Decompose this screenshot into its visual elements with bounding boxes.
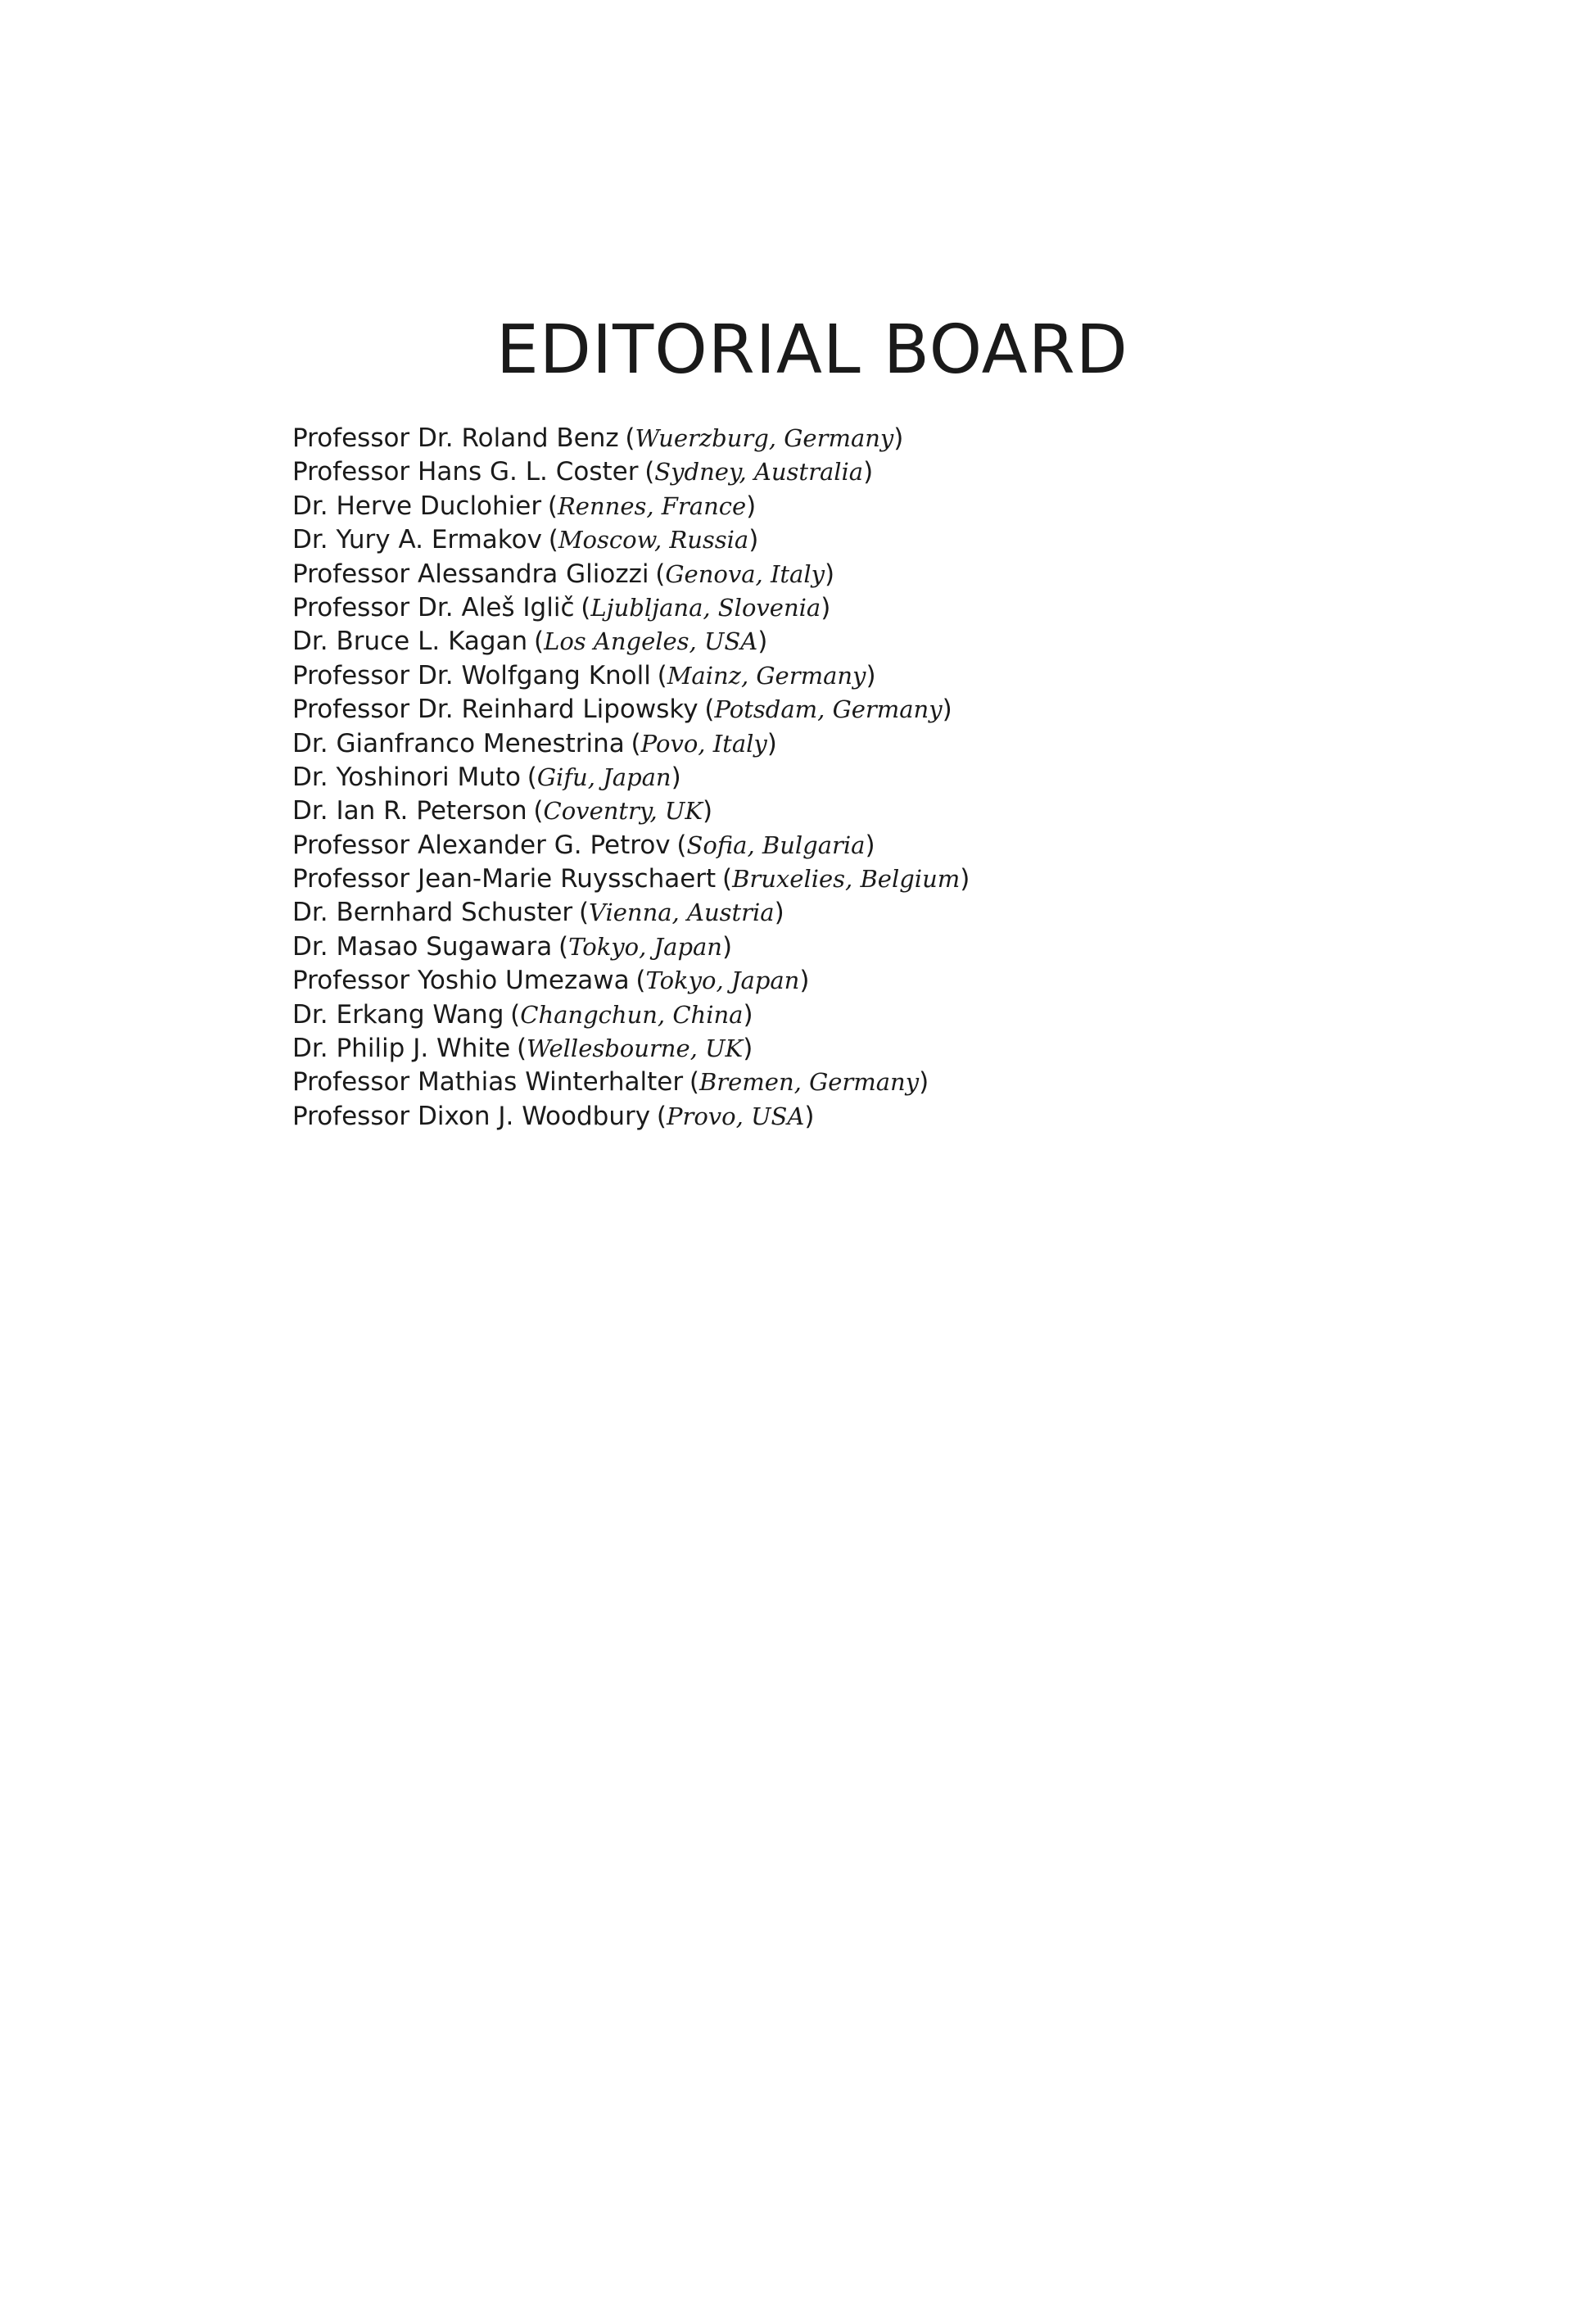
member-location: Moscow, Russia [558, 526, 749, 554]
board-member: Professor Mathias Winterhalter (Bremen, Germany) [292, 1067, 929, 1098]
board-member: Dr. Ian R. Peterson (Coventry, UK) [292, 796, 713, 826]
member-location: Coventry, UK [543, 797, 703, 826]
member-location: Mainz, Germany [667, 661, 866, 690]
member-location: Los Angeles, USA [544, 627, 758, 656]
board-member: Dr. Yury A. Ermakov (Moscow, Russia) [292, 525, 759, 555]
member-name: Professor Alexander G. Petrov [292, 830, 671, 860]
member-name: Professor Dr. Aleš Iglič [292, 592, 575, 622]
member-location: Bruxelies, Belgium [732, 865, 961, 894]
member-name: Dr. Herve Duclohier [292, 491, 542, 521]
member-name: Dr. Yury A. Ermakov [292, 525, 542, 555]
member-name: Professor Yoshio Umezawa [292, 966, 630, 996]
board-member: Professor Hans G. L. Coster (Sydney, Australia) [292, 457, 874, 487]
member-name: Dr. Philip J. White [292, 1034, 511, 1064]
board-member: Dr. Gianfranco Menestrina (Povo, Italy) [292, 728, 777, 758]
board-member: Dr. Yoshinori Muto (Gifu, Japan) [292, 762, 681, 792]
member-name: Professor Mathias Winterhalter [292, 1067, 684, 1098]
board-member: Dr. Bernhard Schuster (Vienna, Austria) [292, 898, 784, 928]
board-member: Dr. Philip J. White (Wellesbourne, UK) [292, 1034, 753, 1064]
board-member: Professor Dr. Roland Benz (Wuerzburg, Germany) [292, 423, 904, 453]
board-member: Dr. Erkang Wang (Changchun, China) [292, 999, 753, 1030]
member-location: Potsdam, Germany [714, 695, 943, 724]
member-name: Professor Jean-Marie Ruysschaert [292, 864, 717, 894]
member-location: Bremen, Germany [699, 1068, 920, 1097]
page-title: EDITORIAL BOARD [496, 311, 1128, 389]
member-name: Professor Dr. Reinhard Lipowsky [292, 695, 699, 725]
member-name: Dr. Bruce L. Kagan [292, 627, 528, 657]
member-location: Sofia, Bulgaria [686, 831, 866, 859]
member-location: Wellesbourne, UK [527, 1034, 744, 1063]
board-member: Dr. Masao Sugawara (Tokyo, Japan) [292, 931, 733, 962]
member-name: Professor Dr. Roland Benz [292, 423, 619, 453]
member-location: Ljubljana, Slovenia [590, 593, 821, 622]
member-name: Dr. Bernhard Schuster [292, 898, 573, 928]
member-location: Vienna, Austria [589, 898, 775, 927]
member-name: Professor Hans G. L. Coster [292, 457, 639, 487]
board-member: Professor Yoshio Umezawa (Tokyo, Japan) [292, 966, 810, 996]
member-location: Genova, Italy [665, 559, 825, 588]
board-member: Professor Dr. Reinhard Lipowsky (Potsdam, Germany) [292, 695, 952, 725]
board-member: Dr. Bruce L. Kagan (Los Angeles, USA) [292, 627, 768, 657]
board-member: Professor Dr. Wolfgang Knoll (Mainz, Germany) [292, 660, 876, 690]
board-member: Dr. Herve Duclohier (Rennes, France) [292, 491, 757, 521]
board-member: Professor Alessandra Gliozzi (Genova, Italy) [292, 559, 835, 589]
member-location: Sydney, Australia [654, 458, 864, 487]
member-location: Changchun, China [520, 1000, 744, 1029]
member-location: Tokyo, Japan [568, 932, 722, 961]
board-member: Professor Jean-Marie Ruysschaert (Bruxelies, Belgium) [292, 864, 970, 894]
member-name: Dr. Masao Sugawara [292, 931, 553, 962]
member-name: Professor Dr. Wolfgang Knoll [292, 660, 651, 690]
member-name: Dr. Ian R. Peterson [292, 796, 527, 826]
member-location: Tokyo, Japan [645, 966, 800, 995]
member-name: Dr. Gianfranco Menestrina [292, 728, 625, 758]
member-location: Rennes, France [557, 491, 747, 520]
member-location: Gifu, Japan [536, 763, 671, 791]
member-name: Dr. Yoshinori Muto [292, 762, 522, 792]
board-member: Professor Dr. Aleš Iglič (Ljubljana, Slovenia) [292, 592, 831, 622]
member-location: Wuerzburg, Germany [635, 424, 894, 452]
editorial-board-list [292, 421, 970, 1133]
board-member: Professor Dixon J. Woodbury (Provo, USA) [292, 1101, 815, 1131]
board-member: Professor Alexander G. Petrov (Sofia, Bulgaria) [292, 830, 875, 860]
member-location: Povo, Italy [640, 729, 767, 758]
member-name: Dr. Erkang Wang [292, 999, 504, 1030]
member-name: Professor Alessandra Gliozzi [292, 559, 649, 589]
member-name: Professor Dixon J. Woodbury [292, 1101, 651, 1131]
member-location: Provo, USA [666, 1102, 805, 1130]
